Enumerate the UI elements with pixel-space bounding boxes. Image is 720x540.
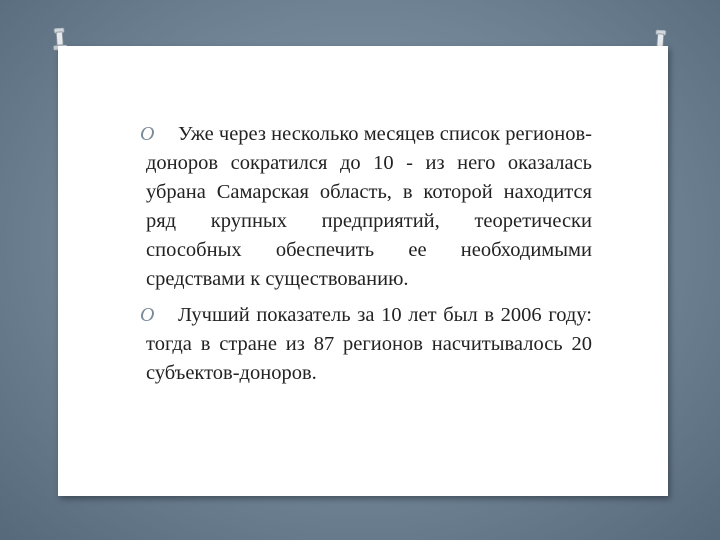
bullet-marker-1: O	[140, 123, 155, 145]
bullet-text-2: Лучший показатель за 10 лет был в 2006 году: тогда в стране из 87 регионов насчитывалось 20 субъектов-доноров.	[146, 304, 592, 384]
bullet-marker-2: O	[140, 304, 155, 326]
bullet-text-1: Уже через несколько месяцев список регионов-доноров сократился до 10 - из него оказалась убрана Самарская область, в которой находится ряд крупных предприятий, теоретически способных обеспечить ее необходимыми средствами к существованию.	[146, 123, 592, 290]
bullet-item-1	[140, 120, 592, 294]
bullet-item-2	[140, 301, 592, 388]
slide-content	[140, 120, 592, 395]
